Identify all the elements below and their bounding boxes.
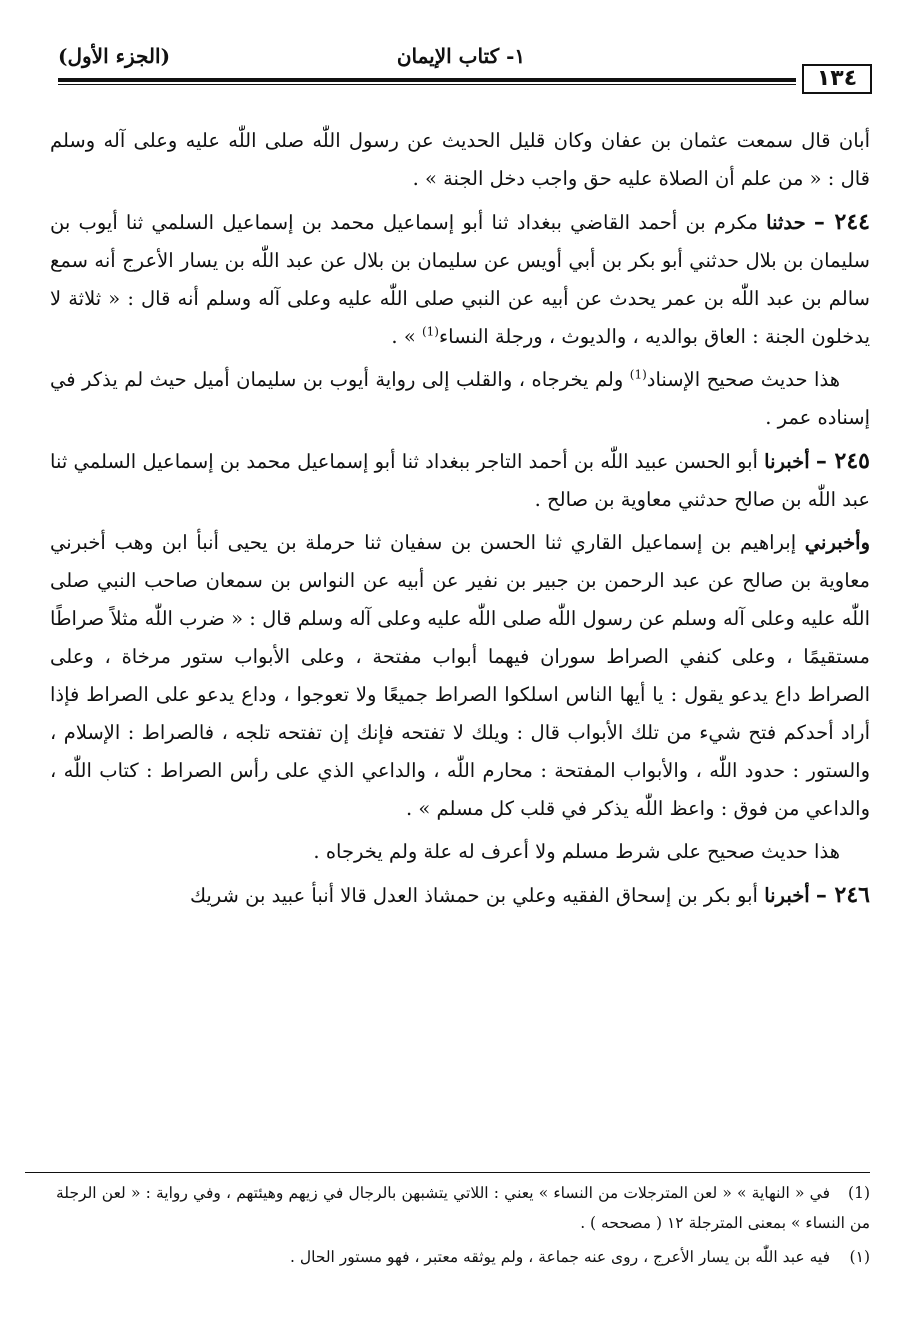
hadith-246 [50,876,870,915]
header-rule-thin [58,84,796,85]
hadith-number: ٢٤٥ – [815,448,870,474]
hadith-245 [50,442,870,519]
footnote-text: في « النهاية » « لعن المترجلات من النساء » يعني : اللاتي يتشبهن بالرجال في زيهم وهيئتهم ، وفي رواية : « لعن الرجلة من النساء » بمعنى المترجلة ١٢ ( مصححه ) . [56,1184,870,1232]
paragraph-continuation [50,122,870,198]
narration-keyword: أخبرنا [764,884,810,907]
paragraph-text: هذا حديث صحيح على شرط مسلم ولا أعرف له علة ولم يخرجاه . [313,840,840,863]
footnote-ref[interactable]: (1) [629,367,647,382]
paragraph-text: أبو الحسن عبيد اللّٰه بن أحمد التاجر ببغداد ثنا أبو إسماعيل محمد بن إسماعيل السلمي ثنا عبد اللّٰه بن صالح حدثني معاوية بن صالح . [50,450,870,511]
paragraph-text-end: » . [391,325,422,348]
main-text [50,122,870,920]
volume-label: (الجزء الأول) [58,44,171,68]
commentary-245 [50,833,870,871]
narration-keyword: حدثنا [766,211,806,234]
paragraph-text: مكرم بن أحمد القاضي ببغداد ثنا أبو إسماعيل محمد بن إسماعيل السلمي ثنا أيوب بن سليمان بن بلال حدثني أبو بكر بن أبي أويس عن سليمان بن بلال عن عبد اللّٰه بن يسار الأعرج أنه سمع سالم بن عبد اللّٰه بن عمر يحدث عن أبيه عن النبي صلى اللّٰه عليه وعلى آله وسلم أنه قال : « ثلاثة لا يدخلون الجنة : العاق بوالديه ، والديوث ، ورجلة النساء [50,211,870,348]
footnote-divider [25,1172,870,1173]
footnote-2 [56,1242,870,1272]
narration-keyword: أخبرنا [764,450,810,473]
footnote-ref[interactable]: (1) [421,324,439,339]
paragraph-text: إبراهيم بن إسماعيل القاري ثنا الحسن بن سفيان ثنا حرملة بن يحيى أنبأ ابن وهب أخبرني معاوية بن صالح عن عبد الرحمن بن جبير بن نفير عن أبيه عن النواس بن سمعان صاحب النبي صلى اللّٰه عليه وعلى آله وسلم عن رسول اللّٰه صلى اللّٰه عليه وعلى آله وسلم قال : « ضرب اللّٰه مثلاً صراطًا مستقيمًا ، وعلى كنفي الصراط سوران فيهما أبواب مفتحة ، وعلى الأبواب ستور مرخاة ، وعلى الصراط داع يدعو يقول : يا أيها الناس اسلكوا الصراط جميعًا ولا تعوجوا ، وداع يدعو على الصراط فإذا أراد أحدكم فتح شيء من تلك الأبواب قال : ويلك لا تفتحه فإنك إن تفتحه تلجه ، فالصراط : الإسلام ، والستور : حدود اللّٰه ، والأبواب المفتحة : محارم اللّٰه ، والداعي الذي على رأس الصراط : كتاب اللّٰه ، والداعي من فوق : واعظ اللّٰه يذكر في قلب كل مسلم » . [50,531,870,820]
page-number: ١٣٤ [802,64,872,94]
footnotes [56,1178,870,1276]
narration-keyword: وأخبرني [804,531,870,554]
paragraph-text: أبو بكر بن إسحاق الفقيه وعلي بن حمشاذ العدل قالا أنبأ عبيد بن شريك [189,884,758,907]
hadith-number: ٢٤٤ – [813,209,870,235]
hadith-number: ٢٤٦ – [815,882,870,908]
page-header [50,44,872,104]
footnote-text: فيه عبد اللّٰه بن يسار الأعرج ، روى عنه جماعة ، ولم يوثقه معتبر ، فهو مستور الحال . [289,1248,830,1266]
paragraph-text-end: ولم يخرجاه ، والقلب إلى رواية أيوب بن سليمان أميل حيث لم يذكر في إسناده عمر . [50,368,870,429]
chapter-title: ١- كتاب الإيمان [396,44,526,68]
hadith-245-chain [50,524,870,828]
paragraph-text: أبان قال سمعت عثمان بن عفان وكان قليل الحديث عن رسول اللّٰه صلى اللّٰه عليه وعلى آله وسلم قال : « من علم أن الصلاة عليه حق واجب دخل الجنة » . [50,129,870,190]
hadith-244 [50,203,870,356]
header-rule-thick [58,78,796,82]
paragraph-text: هذا حديث صحيح الإسناد [646,368,840,391]
footnote-1 [56,1178,870,1238]
footnote-mark: (1) [848,1184,870,1202]
commentary-244 [50,361,870,437]
footnote-mark: (١) [849,1248,870,1266]
